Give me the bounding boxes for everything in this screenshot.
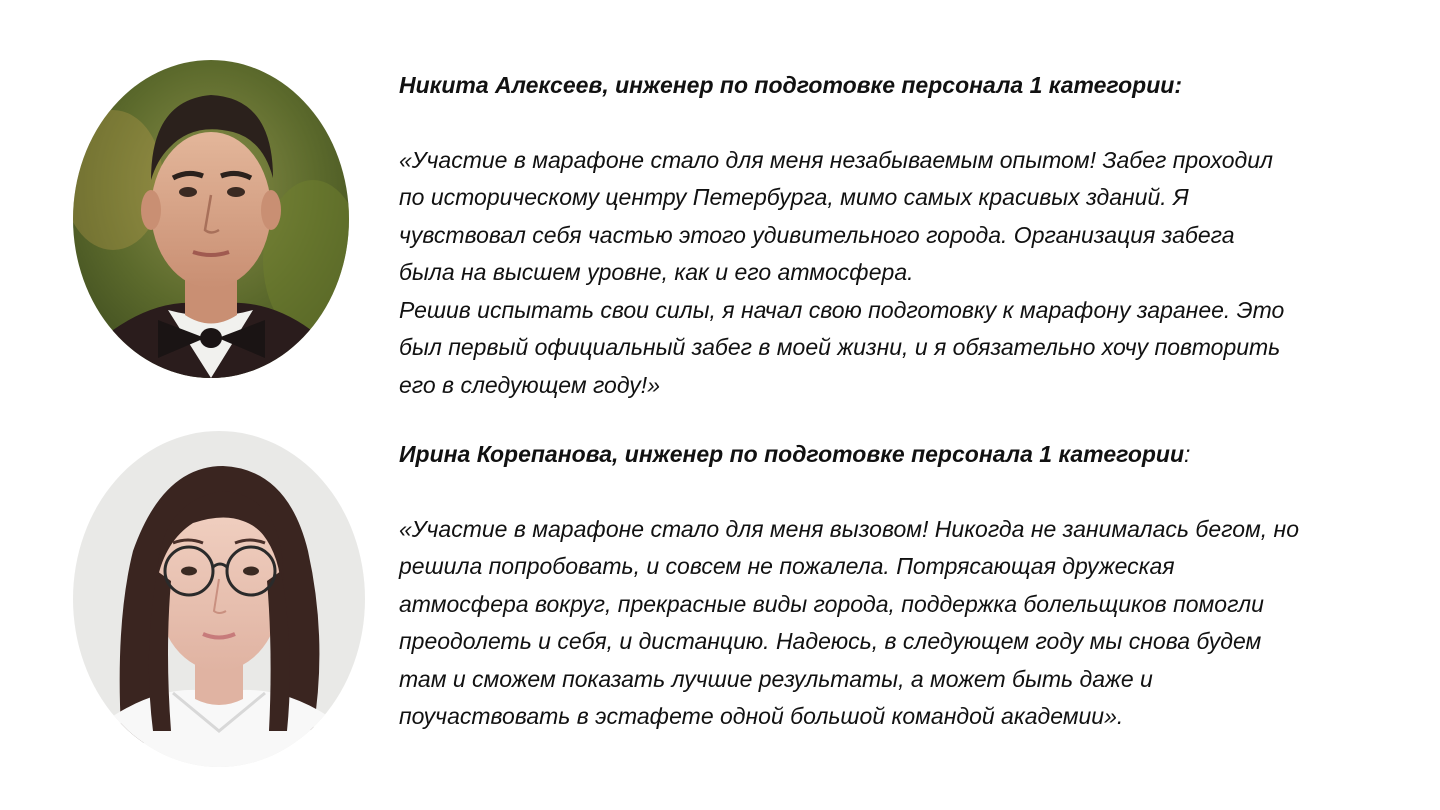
avatar-irina-korepanova: [73, 431, 365, 767]
quote-line: по историческому центру Петербурга, мимо самых красивых зданий. Я: [399, 184, 1189, 210]
testimonial-1: [399, 67, 1389, 404]
author-name-title: Никита Алексеев, инженер по подготовке персонала 1 категории:: [399, 72, 1182, 98]
quote-line: был первый официальный забег в моей жизни, и я обязательно хочу повторить: [399, 334, 1281, 360]
testimonial-quote: [399, 142, 1389, 405]
quote-line: преодолеть и себя, и дистанцию. Надеюсь, в следующем году мы снова будем: [399, 628, 1262, 654]
quote-line: Решив испытать свои силы, я начал свою подготовку к марафону заранее. Это: [399, 296, 1285, 323]
testimonial-author: [399, 436, 1389, 474]
quote-line: «Участие в марафоне стало для меня вызовом! Никогда не занималась бегом, но: [399, 515, 1299, 542]
quote-line: его в следующем году!»: [399, 371, 660, 398]
quote-line: была на высшем уровне, как и его атмосфера.: [399, 259, 914, 285]
testimonial-2: [399, 436, 1389, 736]
quote-line: «Участие в марафоне стало для меня незабываемым опытом! Забег проходил: [399, 146, 1273, 173]
quote-line: чувствовал себя частью этого удивительного города. Организация забега: [399, 221, 1235, 248]
quote-line: поучаствовать в эстафете одной большой командой академии».: [399, 703, 1124, 729]
quote-line: атмосфера вокруг, прекрасные виды города, поддержка болельщиков помогли: [399, 590, 1264, 617]
author-name-title: Ирина Корепанова, инженер по подготовке персонала 1 категории: [399, 441, 1185, 467]
avatar-nikita-alekseev: [73, 60, 349, 378]
quote-line: там и сможем показать лучшие результаты, а может быть даже и: [399, 665, 1153, 692]
author-colon: :: [1184, 441, 1191, 467]
testimonial-author: [399, 67, 1389, 105]
testimonial-quote: [399, 511, 1389, 736]
quote-line: решила попробовать, и совсем не пожалела. Потрясающая дружеская: [399, 553, 1175, 579]
